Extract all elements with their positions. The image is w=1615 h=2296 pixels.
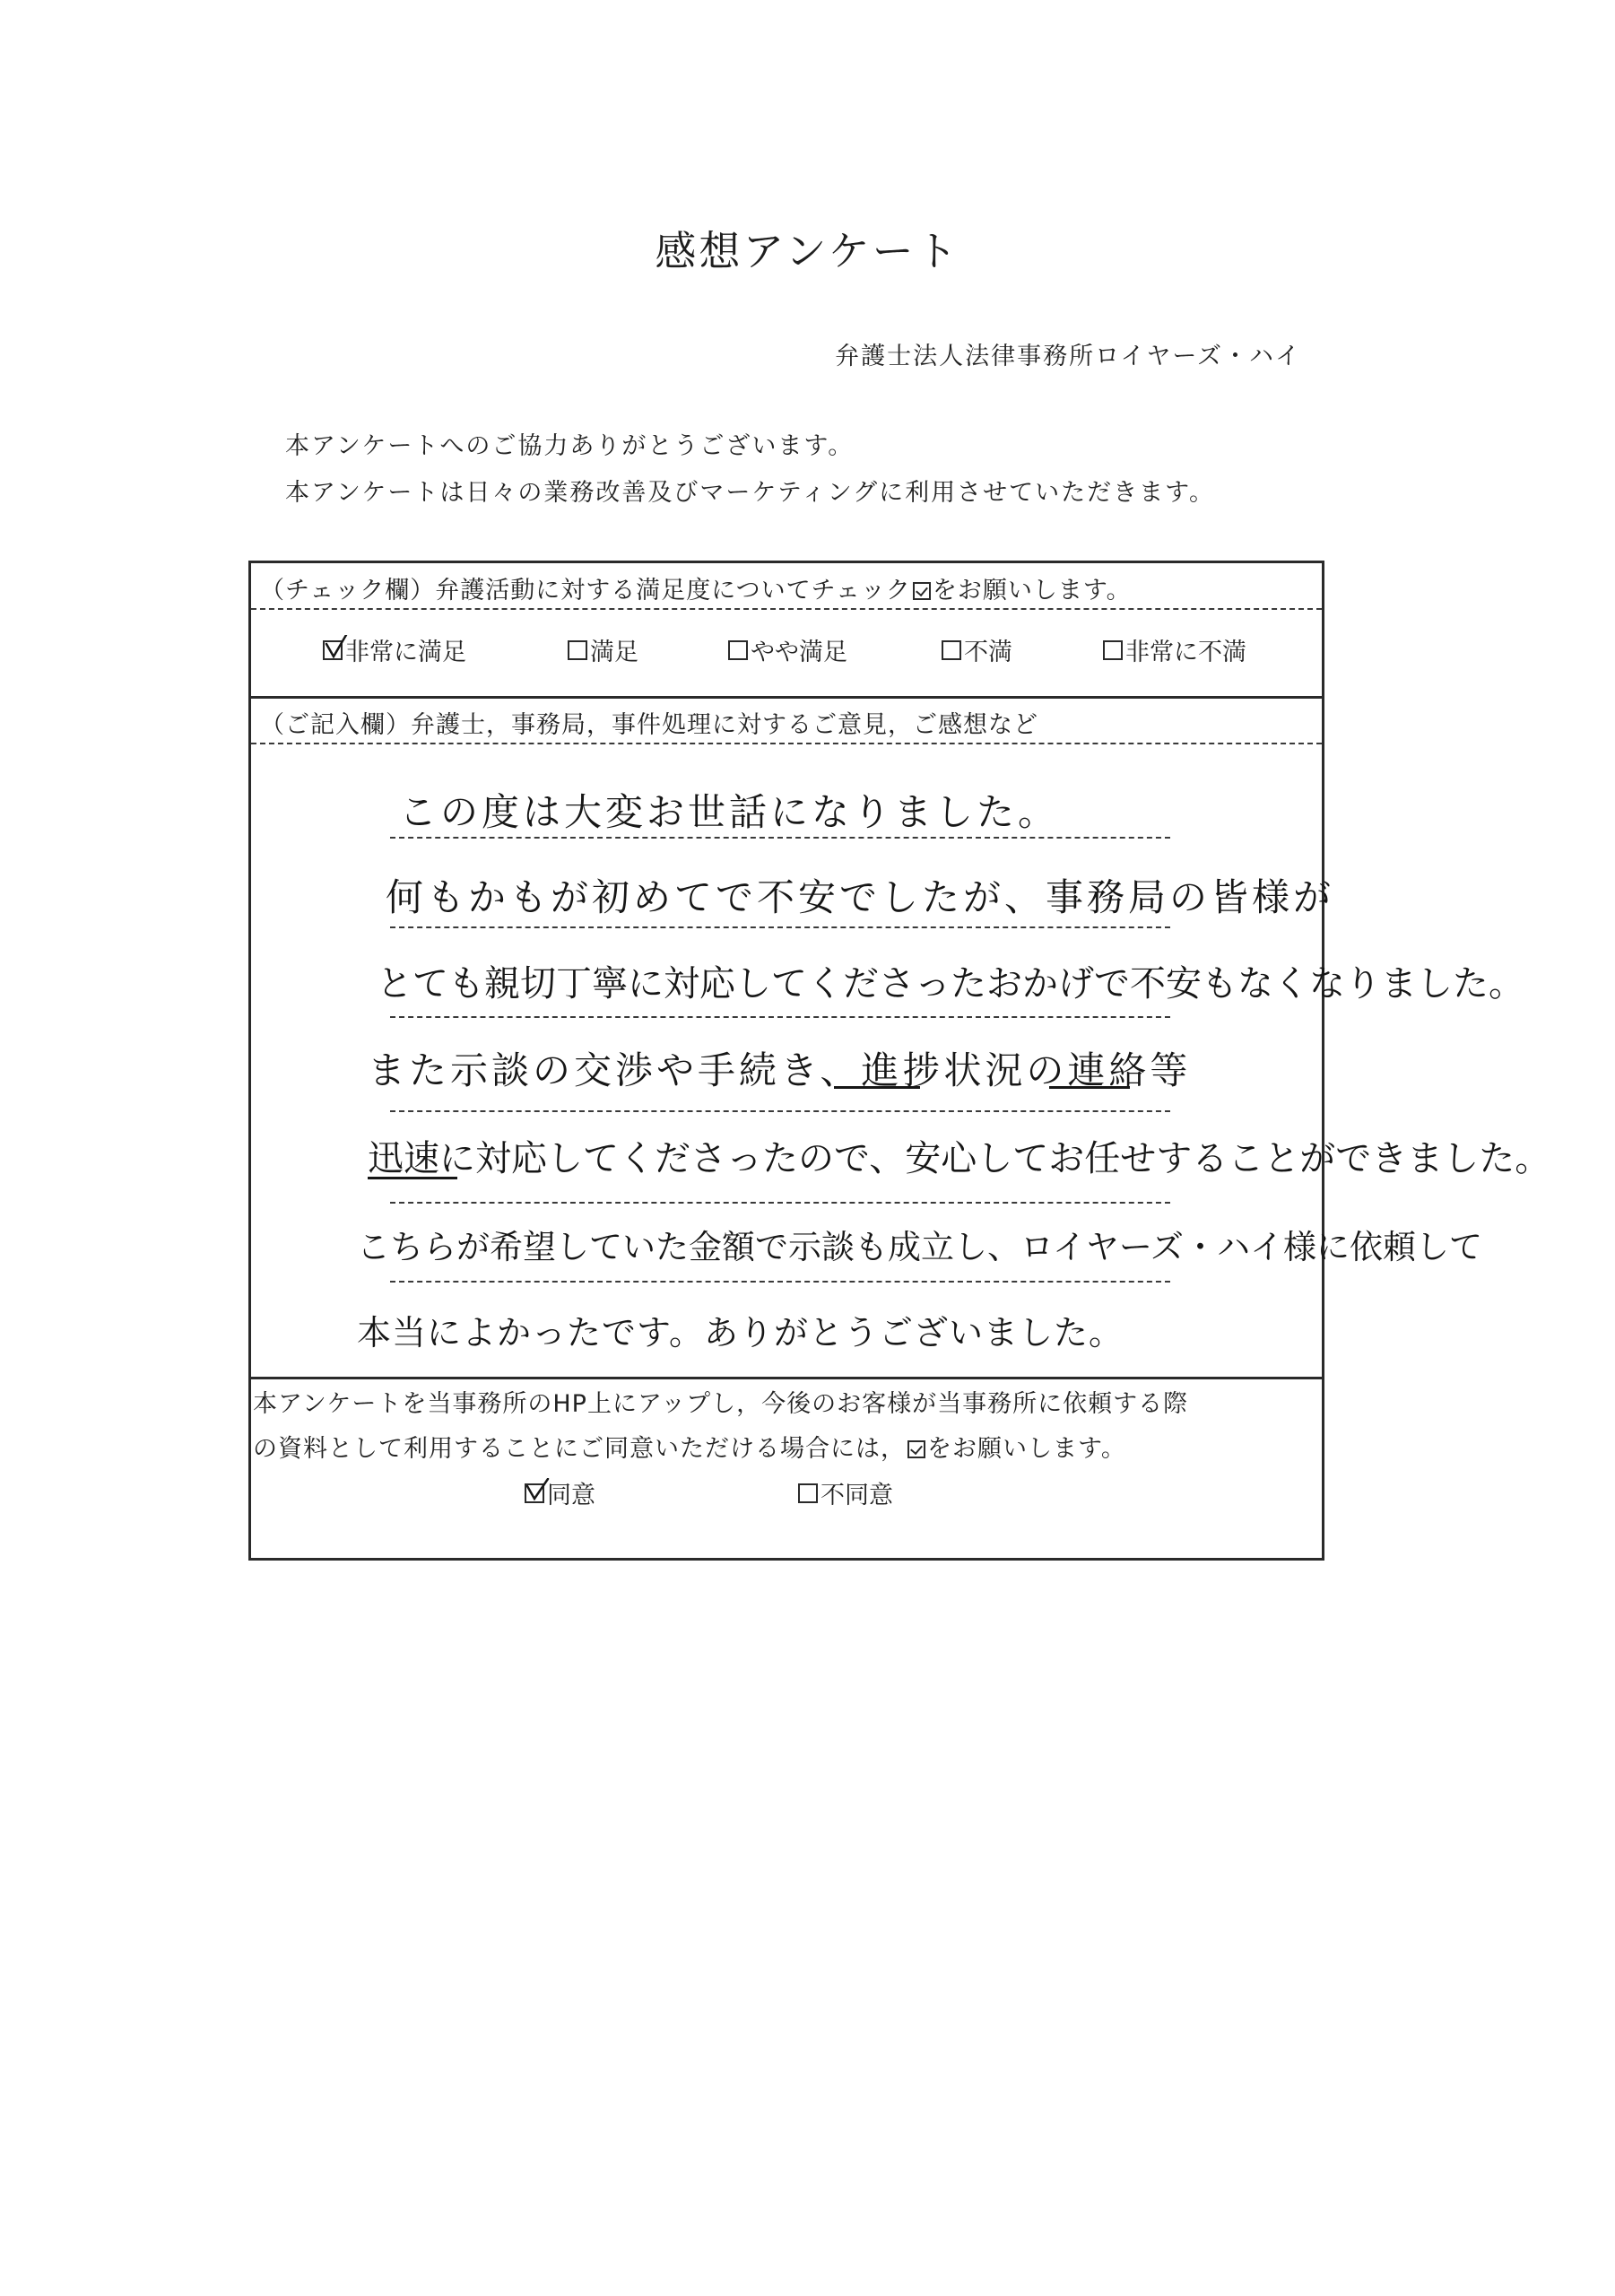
checkbox[interactable] (728, 640, 748, 660)
writing-rule (390, 1016, 1170, 1018)
comment-line-7: 本当によかったです。ありがとうございました。 (357, 1313, 1124, 1352)
divider (251, 608, 1322, 610)
writing-rule (390, 1281, 1170, 1283)
comment-line-6: こちらが希望していた金額で示談も成立し、ロイヤーズ・ハイ様に依頼して (357, 1228, 1483, 1266)
checkbox[interactable] (1103, 640, 1123, 660)
consent-text-line-1: 本アンケートを当事務所のHP上にアップし，今後のお客様が当事務所に依頼する際 (253, 1390, 1189, 1418)
option-dissatisfied[interactable] (942, 632, 1012, 667)
comment-line-1: この度は大変お世話になりました。 (399, 790, 1060, 834)
option-disagree[interactable] (798, 1475, 893, 1510)
underline-mark (834, 1086, 920, 1089)
checkbox[interactable] (798, 1483, 818, 1503)
checkbox[interactable] (568, 640, 587, 660)
writing-rule (390, 1110, 1170, 1112)
option-label: 不満 (964, 639, 1012, 666)
underline-mark (368, 1177, 457, 1179)
comment-line-4: また示談の交渉や手続き、進捗状況の連絡等 (368, 1048, 1192, 1092)
checkbox-checked[interactable] (525, 1483, 544, 1503)
option-somewhat-satisfied[interactable] (728, 632, 847, 667)
writing-rule (390, 837, 1170, 839)
option-label: 満足 (590, 639, 638, 666)
comment-line-3: とても親切丁寧に対応してくださったおかげで不安もなくなりました。 (377, 963, 1524, 1004)
checkmark-box-icon (913, 582, 931, 600)
option-satisfied[interactable] (568, 632, 638, 667)
option-very-dissatisfied[interactable] (1103, 632, 1246, 667)
intro-line-1: 本アンケートへのご協力ありがとうございます。 (285, 432, 855, 460)
consent-text: の資料として利用することにご同意いただける場合には， (253, 1435, 906, 1463)
section-divider (251, 696, 1322, 699)
writing-rule (390, 926, 1170, 928)
comment-line-5: 迅速に対応してくださったので、安心してお任せすることができました。 (368, 1138, 1551, 1179)
checkbox[interactable] (942, 640, 961, 660)
option-label: 同意 (547, 1482, 595, 1509)
firm-name: 弁護士法人法律事務所ロイヤーズ・ハイ (835, 343, 1301, 370)
option-label: 非常に満足 (345, 639, 466, 666)
comment-line-2: 何もかもが初めてで不安でしたが、事務局の皆様が (386, 875, 1335, 919)
underline-mark (1049, 1086, 1130, 1089)
option-agree[interactable] (525, 1475, 595, 1510)
option-label: 非常に不満 (1125, 639, 1246, 666)
option-very-satisfied[interactable] (323, 632, 466, 667)
comment-section-header: （ご記入欄）弁護士，事務局，事件処理に対するご意見，ご感想など (260, 711, 1038, 739)
consent-text-suffix: をお願いします。 (927, 1435, 1126, 1463)
handwritten-check-icon (525, 1478, 551, 1505)
handwritten-check-icon (323, 635, 350, 662)
divider (251, 743, 1322, 744)
intro-line-2: 本アンケートは日々の業務改善及びマーケティングに利用させていただきます。 (285, 479, 1215, 507)
page-title: 感想アンケート (655, 227, 960, 275)
check-section-header (260, 570, 1132, 605)
check-header-suffix: をお願いします。 (932, 577, 1132, 604)
checkmark-box-icon (907, 1440, 925, 1458)
survey-form (248, 561, 1551, 1561)
writing-rule (390, 1202, 1170, 1204)
checkbox-checked[interactable] (323, 640, 343, 660)
consent-text-line-2 (253, 1429, 1126, 1464)
option-label: やや満足 (751, 639, 847, 666)
section-divider (251, 1377, 1322, 1379)
option-label: 不同意 (821, 1482, 893, 1509)
check-header-text: （チェック欄）弁護活動に対する満足度についてチェック (260, 577, 911, 604)
